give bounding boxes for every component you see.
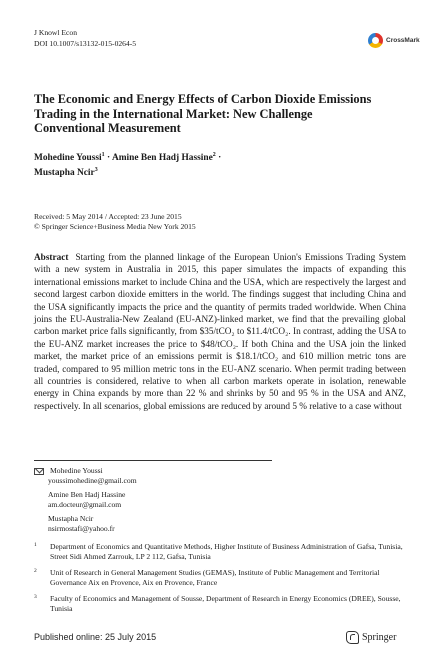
affiliation-item bbox=[34, 594, 406, 614]
contact-email[interactable]: youssimohedine@gmail.com bbox=[48, 476, 137, 485]
author-contacts bbox=[48, 466, 348, 538]
affiliation-item bbox=[34, 542, 406, 562]
received-accepted-dates: Received: 5 May 2014 / Accepted: 23 June 2015 bbox=[34, 212, 182, 221]
contact-name: Mustapha Ncir bbox=[48, 514, 94, 523]
author-contact bbox=[48, 466, 348, 486]
author-name: Mustapha Ncir bbox=[34, 168, 95, 179]
author-separator: · bbox=[215, 153, 222, 164]
author-name: Amine Ben Hadj Hassine bbox=[111, 153, 213, 164]
author-list bbox=[34, 149, 374, 179]
abstract-text: Starting from the planned linkage of the European Union's Emissions Trading System with a new system in Australia in 2015, this paper simulates the impacts of expanding this international emissions market to include China and the USA, which are respectively the largest and second largest carbon dioxide emitters in the world. The findings suggest that including China and the USA significantly impacts the price and the quantity of permits traded worldwide. When China joins the EU-Australia-New Zealand (EU-ANZ)-linked market, we find that the prevailing global carbon market price falls significantly, from $35/tCO₂ to $11.4/tCO₂. In contrast, adding the USA to the EU-ANZ market increases the price to $48/tCO₂. If both China and the USA join the linked market, the market price of an emissions permit is $18.1/tCO₂ and 610 million metric tons are traded, compared to 95 million metric tons in the EU-ANZ scenario. When permit trading between all countries is considered, relative to when all carbon markets operate in isolation, renewable energy in China expands by more than 22 % and shrinks by 50 and 95 % in the USA and ANZ, respectively. In all scenarios, global emissions are reduced by around 5 % relative to a case without bbox=[34, 253, 406, 412]
contact-email[interactable]: am.docteur@gmail.com bbox=[48, 500, 122, 509]
contact-name: Amine Ben Hadj Hassine bbox=[48, 490, 126, 499]
author-affiliation-ref: 3 bbox=[94, 167, 98, 174]
affiliation-text: Department of Economics and Quantitative Methods, Higher Institute of Business Administration of Gafsa, Tunisia, Street Sidi Ahmed Zarrouk, LP 2 112, Gafsa, Tunisia bbox=[50, 542, 403, 561]
paper-title: The Economic and Energy Effects of Carbon Dioxide Emissions Trading in the International Market: New Challenge Conventional Measurement bbox=[34, 92, 372, 136]
abstract bbox=[34, 252, 406, 413]
affiliation-item bbox=[34, 568, 406, 588]
journal-name: J Knowl Econ bbox=[34, 28, 78, 37]
author-contact bbox=[48, 514, 348, 534]
publisher-logo bbox=[346, 631, 396, 644]
affiliation-text: Faculty of Economics and Management of Sousse, Department of Research in Energy Economics (DREE), Sousse, Tunisia bbox=[50, 594, 401, 613]
affiliation-text: Unit of Research in General Management Studies (GEMAS), Institute of Public Management and Territorial Governance Aix en Provence, Aix en Provence, France bbox=[50, 568, 380, 587]
crossmark-icon bbox=[368, 33, 383, 48]
affiliations bbox=[34, 542, 406, 620]
footnote-divider bbox=[34, 460, 272, 461]
author-affiliation-ref: 2 bbox=[212, 152, 216, 158]
copyright-notice: © Springer Science+Business Media New York 2015 bbox=[34, 222, 196, 231]
author-affiliation-ref: 1 bbox=[101, 152, 105, 158]
affiliation-number: 1 bbox=[34, 542, 37, 548]
crossmark-label: CrossMark bbox=[386, 37, 420, 44]
envelope-icon bbox=[34, 468, 44, 476]
affiliation-number: 2 bbox=[34, 568, 37, 574]
article-history bbox=[34, 212, 374, 232]
abstract-label: Abstract bbox=[34, 253, 69, 263]
publisher-name: Springer bbox=[362, 632, 397, 643]
author-name: Mohedine Youssi bbox=[34, 153, 102, 164]
crossmark-badge[interactable] bbox=[368, 33, 420, 48]
contact-name: Mohedine Youssi bbox=[50, 466, 103, 475]
springer-horse-icon bbox=[346, 631, 359, 644]
affiliation-number: 3 bbox=[34, 594, 37, 600]
contact-email[interactable]: nsirmostafi@yahoo.fr bbox=[48, 524, 115, 533]
published-online-date: Published online: 25 July 2015 bbox=[34, 632, 157, 642]
author-contact bbox=[48, 490, 348, 510]
author-separator: · bbox=[104, 153, 112, 164]
doi: DOI 10.1007/s13132-015-0264-5 bbox=[34, 39, 137, 48]
